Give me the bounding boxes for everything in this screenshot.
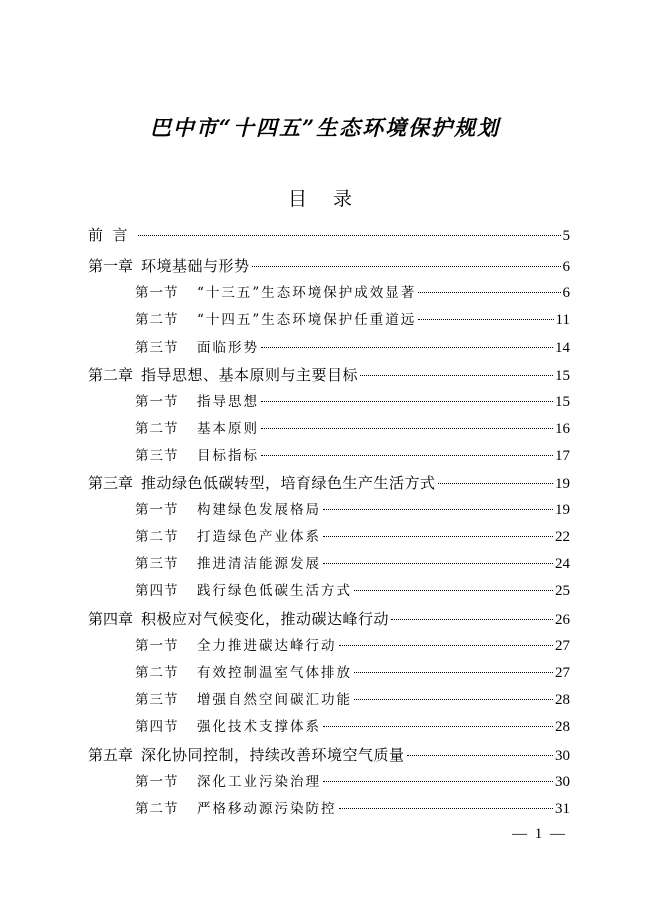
dot-leader — [138, 235, 561, 236]
toc-entry-title: “十三五”生态环境保护成效显著 — [197, 285, 417, 301]
toc-entry-title: 面临形势 — [197, 340, 259, 356]
toc-page-number: 30 — [555, 748, 570, 764]
toc-page-number: 19 — [555, 502, 570, 518]
toc-page-number: 31 — [555, 801, 570, 817]
dot-leader — [418, 319, 553, 320]
toc-entry-number: 第二节 — [135, 312, 179, 328]
toc-chapter-entry[interactable] — [88, 608, 570, 630]
toc-section-entry[interactable] — [135, 771, 570, 793]
dot-leader — [360, 375, 553, 376]
toc-section-entry[interactable] — [135, 445, 570, 467]
dot-leader — [407, 755, 553, 756]
toc-page-number: 15 — [555, 394, 570, 410]
toc-section-entry[interactable] — [135, 337, 570, 359]
toc-entry-number: 第五章 — [88, 746, 134, 764]
dot-leader — [438, 483, 553, 484]
toc-section-entry[interactable] — [135, 526, 570, 548]
toc-entry-title: 推动绿色低碳转型，培育绿色生产生活方式 — [141, 474, 436, 492]
document-title: 巴中市“十四五”生态环境保护规划 — [149, 115, 501, 140]
toc-page-number: 28 — [555, 719, 570, 735]
toc-section-entry[interactable] — [135, 689, 570, 711]
toc-entry-number: 第二章 — [88, 366, 134, 384]
toc-page-number: 30 — [555, 774, 570, 790]
toc-page-number: 11 — [555, 312, 570, 328]
toc-page-number: 27 — [555, 665, 570, 681]
toc-section-entry[interactable] — [135, 282, 570, 304]
dot-leader — [391, 619, 553, 620]
dot-leader — [261, 428, 553, 429]
toc-entry-number: 第一节 — [135, 394, 179, 410]
toc-entry-title: 环境基础与形势 — [141, 257, 250, 275]
dot-leader — [252, 266, 561, 267]
toc-entry-title: “十四五”生态环境保护任重道远 — [197, 312, 417, 328]
toc-chapter-entry[interactable] — [88, 255, 570, 277]
toc-entry-title: 强化技术支撑体系 — [197, 719, 321, 735]
toc-entry-number: 第三章 — [88, 474, 134, 492]
toc-entry-number: 第二节 — [135, 801, 179, 817]
dot-leader — [323, 726, 553, 727]
toc-entry-title: 全力推进碳达峰行动 — [197, 638, 337, 654]
toc-entry-title: 目标指标 — [197, 448, 259, 464]
dot-leader — [354, 590, 553, 591]
toc-entry-number: 第一节 — [135, 638, 179, 654]
dot-leader — [323, 509, 553, 510]
toc-entry-title: 指导思想、基本原则与主要目标 — [141, 366, 359, 384]
toc-entry-title: 有效控制温室气体排放 — [197, 665, 352, 681]
toc-entry-title: 指导思想 — [197, 394, 259, 410]
toc-page-number: 6 — [562, 285, 570, 301]
toc-entry-number: 第四节 — [135, 719, 179, 735]
toc-chapter-entry[interactable] — [88, 364, 570, 386]
toc-page-number: 16 — [555, 421, 570, 437]
dot-leader — [354, 672, 553, 673]
toc-section-entry[interactable] — [135, 662, 570, 684]
toc-entry-title: 严格移动源污染防控 — [197, 801, 337, 817]
toc-entry-title: 打造绿色产业体系 — [197, 529, 321, 545]
toc-entry-title: 积极应对气候变化，推动碳达峰行动 — [141, 610, 390, 628]
toc-page-number: 28 — [555, 692, 570, 708]
dot-leader — [261, 455, 553, 456]
toc-entry-number: 第三节 — [135, 340, 179, 356]
toc-entry-number: 第四章 — [88, 610, 134, 628]
toc-heading: 目 录 — [287, 188, 363, 210]
toc-page-number: 19 — [555, 476, 570, 492]
toc-section-entry[interactable] — [135, 716, 570, 738]
toc-chapter-entry[interactable] — [88, 472, 570, 494]
toc-entry-number: 第一章 — [88, 257, 134, 275]
toc-entry-number: 第一节 — [135, 774, 179, 790]
dot-leader — [323, 563, 553, 564]
toc-section-entry[interactable] — [135, 553, 570, 575]
toc-entry-number: 第三节 — [135, 448, 179, 464]
dot-leader — [339, 645, 554, 646]
dot-leader — [323, 536, 553, 537]
toc-entry-title: 深化工业污染治理 — [197, 774, 321, 790]
toc-entry-number: 第四节 — [135, 583, 179, 599]
dot-leader — [323, 781, 553, 782]
toc-page-number: 27 — [555, 638, 570, 654]
dot-leader — [261, 347, 553, 348]
toc-entry-title: 推进清洁能源发展 — [197, 556, 321, 572]
toc-entry-number: 前 言 — [88, 226, 128, 244]
toc-entry-number: 第一节 — [135, 285, 179, 301]
toc-page-number: 5 — [562, 228, 570, 244]
toc-entry-title: 深化协同控制，持续改善环境空气质量 — [141, 746, 405, 764]
toc-section-entry[interactable] — [135, 391, 570, 413]
toc-page-number: 14 — [555, 340, 570, 356]
toc-entry-number: 第一节 — [135, 502, 179, 518]
toc-entry-title: 构建绿色发展格局 — [197, 502, 321, 518]
toc-entry-number: 第二节 — [135, 421, 179, 437]
toc-entry-title: 践行绿色低碳生活方式 — [197, 583, 352, 599]
toc-entry-number: 第二节 — [135, 665, 179, 681]
page-number-footer: — 1 — — [512, 826, 567, 842]
toc-entry-number: 第三节 — [135, 692, 179, 708]
toc-section-entry[interactable] — [135, 635, 570, 657]
toc-page-number: 22 — [555, 529, 570, 545]
toc-entry-title: 基本原则 — [197, 421, 259, 437]
toc-page-number: 6 — [562, 259, 570, 275]
toc-section-entry[interactable] — [135, 309, 570, 331]
toc-chapter-entry[interactable] — [88, 744, 570, 766]
toc-entry-number: 第三节 — [135, 556, 179, 572]
toc-entry-title: 增强自然空间碳汇功能 — [197, 692, 352, 708]
dot-leader — [418, 292, 560, 293]
dot-leader — [261, 401, 553, 402]
toc-page-number: 15 — [555, 368, 570, 384]
toc-section-entry[interactable] — [135, 798, 570, 820]
dot-leader — [339, 808, 554, 809]
toc-entry-number: 第二节 — [135, 529, 179, 545]
toc-chapter-entry[interactable] — [88, 224, 570, 246]
toc-section-entry[interactable] — [135, 499, 570, 521]
toc-page-number: 17 — [555, 448, 570, 464]
toc-page-number: 24 — [555, 556, 570, 572]
toc-page-number: 25 — [555, 583, 570, 599]
dot-leader — [354, 699, 553, 700]
toc-page-number: 26 — [555, 612, 570, 628]
toc-section-entry[interactable] — [135, 580, 570, 602]
toc-section-entry[interactable] — [135, 418, 570, 440]
